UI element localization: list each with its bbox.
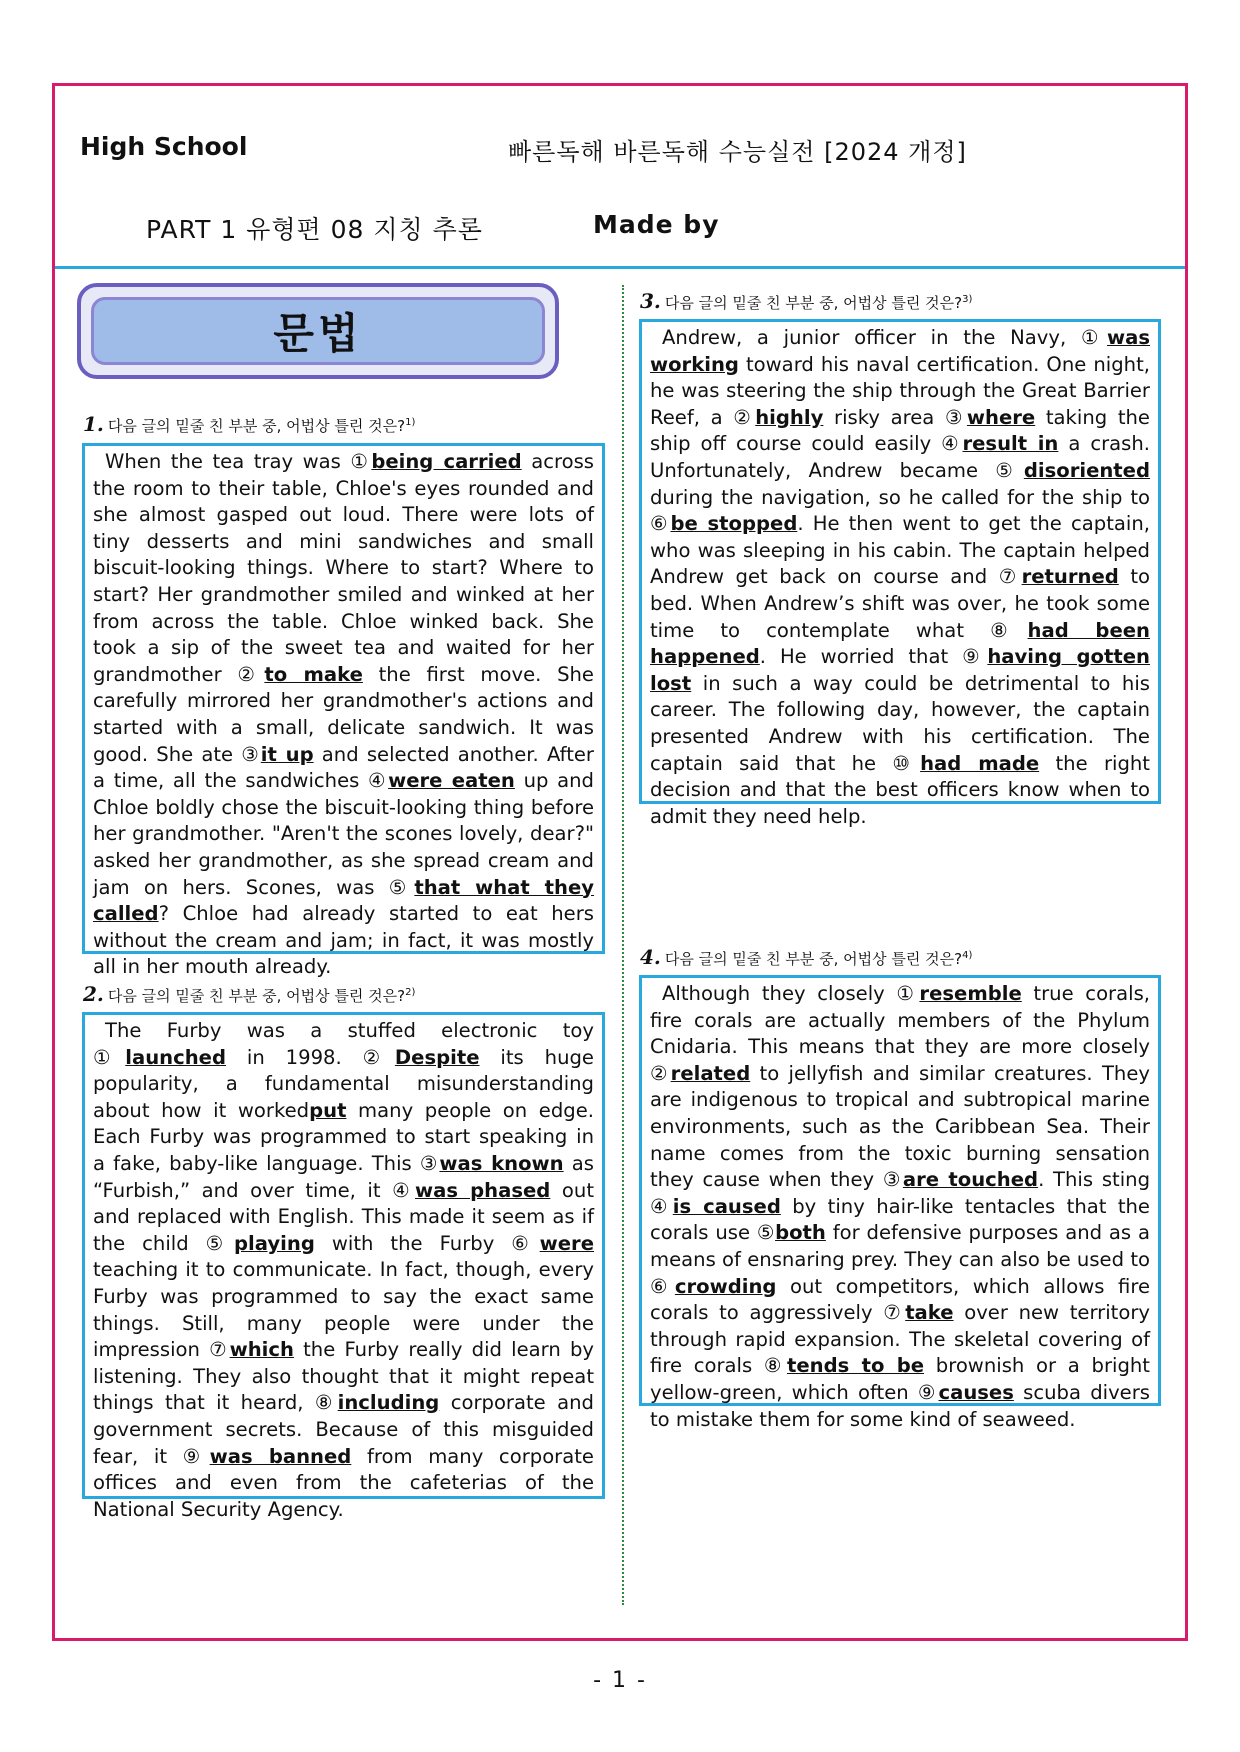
passage-run: by tiny hair-like tentacles that the corals use ⑤	[650, 1194, 1150, 1245]
underlined-choice: take	[905, 1301, 954, 1325]
passage-text	[93, 449, 594, 981]
footnote-mark: 4)	[962, 950, 973, 961]
passage-run: toward his naval certification. One night, he was steering the ship through the Great Barrier Reef, a ②	[650, 352, 1150, 429]
passage-text	[650, 981, 1150, 1433]
passage-run: over new territory through rapid expansion. The skeletal covering of fire corals ⑧	[650, 1301, 1150, 1378]
underlined-choice: be stopped	[670, 512, 798, 536]
passage-run: from many corporate offices and even from the cafeterias of the National Security Agency.	[93, 1444, 594, 1521]
passage-run: . He then went to get the captain, who was sleeping in his cabin. The captain helped Andrew get back on course and ⑦	[650, 512, 1150, 589]
underlined-choice: related	[670, 1061, 751, 1085]
question-2-passage	[82, 1012, 605, 1521]
passage-run: for defensive purposes and as a means of ensnaring prey. They can also be used to ⑥	[650, 1221, 1150, 1298]
underlined-choice: being carried	[371, 450, 522, 473]
page-number: - 1 -	[593, 1668, 647, 1693]
passage-run: out competitors, which allows fire corals to aggressively ⑦	[650, 1274, 1150, 1325]
underlined-choice: crowding	[674, 1274, 777, 1298]
question-text: 다음 글의 밑줄 친 부분 중, 어법상 틀린 것은?	[107, 417, 406, 435]
passage-run: many people on edge. Each Furby was programmed to start speaking in a fake, baby-like language. This ③	[93, 1098, 594, 1175]
passage-run: teaching it to communicate. In fact, though, every Furby was programmed to say the exact same things. Still, many people were under the impression ⑦	[93, 1258, 594, 1362]
header-made-by: Made by	[593, 210, 720, 239]
question-3-prompt	[640, 289, 972, 313]
question-number: 3.	[640, 289, 661, 313]
passage-run: risky area ③	[823, 405, 967, 429]
question-text: 다음 글의 밑줄 친 부분 중, 어법상 틀린 것은?	[107, 987, 406, 1005]
passage-text	[650, 325, 1150, 830]
passage-text	[93, 1018, 594, 1523]
passage-run: scuba divers to mistake them for some kind of seaweed.	[650, 1380, 1150, 1431]
question-text: 다음 글의 밑줄 친 부분 중, 어법상 틀린 것은?	[664, 950, 963, 968]
passage-run: with the Furby ⑥	[314, 1231, 540, 1255]
underlined-choice: was phased	[415, 1178, 551, 1202]
underlined-choice: result in	[962, 432, 1059, 456]
question-2-prompt	[83, 982, 415, 1006]
passage-run: in such a way could be detrimental to his career. The following day, however, the captain presented Andrew with his certification. The captain said that he ⑩	[650, 671, 1150, 775]
underlined-choice: resemble	[919, 982, 1022, 1005]
passage-run: corporate and government secrets. Because of this misguided fear, it ⑨	[93, 1391, 594, 1468]
underlined-choice: playing	[234, 1231, 315, 1255]
passage-run: and selected another. After a time, all the sandwiches ④	[93, 742, 594, 793]
footnote-mark: 1)	[405, 417, 416, 428]
passage-run: across the room to their table, Chloe's eyes rounded and she almost gasped out loud. There were lots of tiny desserts and mini sandwiches and small biscuit-looking things. Where to start? Where to start? Her grandmother smiled and winked at her from across the table. Chloe winked back. She took a sip of the sweet tea and waited for her grandmother ②	[93, 450, 595, 686]
question-4-prompt	[640, 945, 972, 969]
passage-run: Although they closely ①	[662, 982, 920, 1005]
underlined-choice: where	[966, 405, 1036, 429]
header-part: PART 1 유형편 08 지칭 추론	[146, 215, 483, 244]
underlined-choice: having gotten lost	[650, 645, 1150, 695]
passage-run: . He worried that ⑨	[759, 645, 988, 669]
underlined-choice: were	[539, 1231, 594, 1255]
passage-run: the first move. She carefully mirrored her grandmother's actions and started with a small, delicate sandwich. It was good. She ate ③	[93, 662, 594, 766]
underlined-choice: tends to be	[786, 1354, 925, 1378]
passage-run: out and replaced with English. This made it seem as if the child ⑤	[93, 1178, 594, 1255]
underlined-choice: was banned	[209, 1444, 352, 1468]
header-divider	[55, 266, 1185, 269]
underlined-choice: disoriented	[1023, 458, 1150, 482]
underlined-choice: including	[337, 1391, 440, 1415]
question-number: 1.	[83, 412, 104, 436]
section-title-badge	[77, 283, 559, 379]
question-3-passage	[639, 319, 1161, 828]
passage-run: to bed. When Andrew’s shift was over, he took some time to contemplate what ⑧	[650, 565, 1151, 642]
section-title-inner	[91, 297, 545, 365]
passage-run: taking the ship off course could easily ④	[650, 405, 1150, 456]
underlined-choice: had made	[920, 751, 1040, 775]
question-number: 4.	[640, 945, 661, 969]
header-school: High School	[80, 132, 248, 161]
underlined-choice: both	[775, 1221, 826, 1245]
question-4-passage	[639, 975, 1161, 1431]
underlined-choice: had been happened	[650, 618, 1150, 669]
question-text: 다음 글의 밑줄 친 부분 중, 어법상 틀린 것은?	[664, 294, 963, 312]
passage-run: during the navigation, so he called for the ship to ⑥	[650, 485, 1150, 536]
underlined-choice: were eaten	[388, 769, 515, 793]
underlined-choice: put	[309, 1098, 347, 1122]
underlined-choice: is caused	[672, 1194, 781, 1218]
passage-run: true corals, fire corals are actually members of the Phylum Cnidaria. This means that they are more closely ②	[650, 982, 1151, 1085]
underlined-choice: Despite	[394, 1045, 480, 1069]
underlined-choice: causes	[938, 1380, 1014, 1404]
question-1-prompt	[83, 412, 415, 436]
underlined-choice: returned	[1021, 565, 1119, 589]
passage-run: a crash. Unfortunately, Andrew became ⑤	[650, 432, 1151, 482]
footnote-mark: 2)	[405, 987, 416, 998]
passage-run: The Furby was a stuffed electronic toy ①	[93, 1019, 594, 1069]
underlined-choice: was working	[650, 326, 1150, 376]
footnote-mark: 3)	[962, 294, 973, 305]
underlined-choice: it up	[260, 742, 314, 766]
passage-run: the right decision and that the best officers know when to admit they need help.	[650, 751, 1150, 828]
question-1-passage	[82, 443, 605, 979]
column-divider	[622, 285, 624, 1605]
underlined-choice: that what they called	[93, 875, 595, 926]
underlined-choice: to make	[264, 662, 363, 686]
question-number: 2.	[83, 982, 104, 1006]
underlined-choice: launched	[125, 1045, 226, 1069]
passage-run: Andrew, a junior officer in the Navy, ①	[662, 326, 1107, 349]
passage-run: as “Furbish,” and over time, it ④	[93, 1151, 594, 1202]
passage-run: ? Chloe had already started to eat hers without the cream and jam; in fact, it was mostly all in her mouth already.	[93, 902, 594, 979]
passage-run: in 1998. ②	[225, 1045, 395, 1069]
passage-run: to jellyfish and similar creatures. They are indigenous to tropical and subtropical marine environments, such as the Caribbean Sea. Their name comes from the toxic burning sensation they cause when they ③	[650, 1061, 1150, 1192]
passage-run: brownish or a bright yellow-green, which often ⑨	[650, 1354, 1150, 1404]
passage-run: up and Chloe boldly chose the biscuit-looking thing before her grandmother. "Aren't the scones lovely, dear?" asked her grandmother, as she spread cream and jam on hers. Scones, was ⑤	[93, 769, 594, 899]
underlined-choice: highly	[755, 405, 824, 429]
passage-run: its huge popularity, a fundamental misunderstanding about how it worked	[93, 1045, 594, 1122]
underlined-choice: are touched	[902, 1168, 1039, 1192]
passage-run: . This sting ④	[650, 1168, 1151, 1218]
passage-run: When the tea tray was ①	[105, 450, 372, 473]
section-title: 문법	[273, 309, 363, 358]
passage-run: the Furby really did learn by listening. They also thought that it might repeat things that it heard, ⑧	[93, 1338, 594, 1415]
underlined-choice: which	[229, 1338, 294, 1362]
header-book-title: 빠른독해 바른독해 수능실전 [2024 개정]	[508, 138, 967, 166]
underlined-choice: was known	[439, 1151, 564, 1175]
